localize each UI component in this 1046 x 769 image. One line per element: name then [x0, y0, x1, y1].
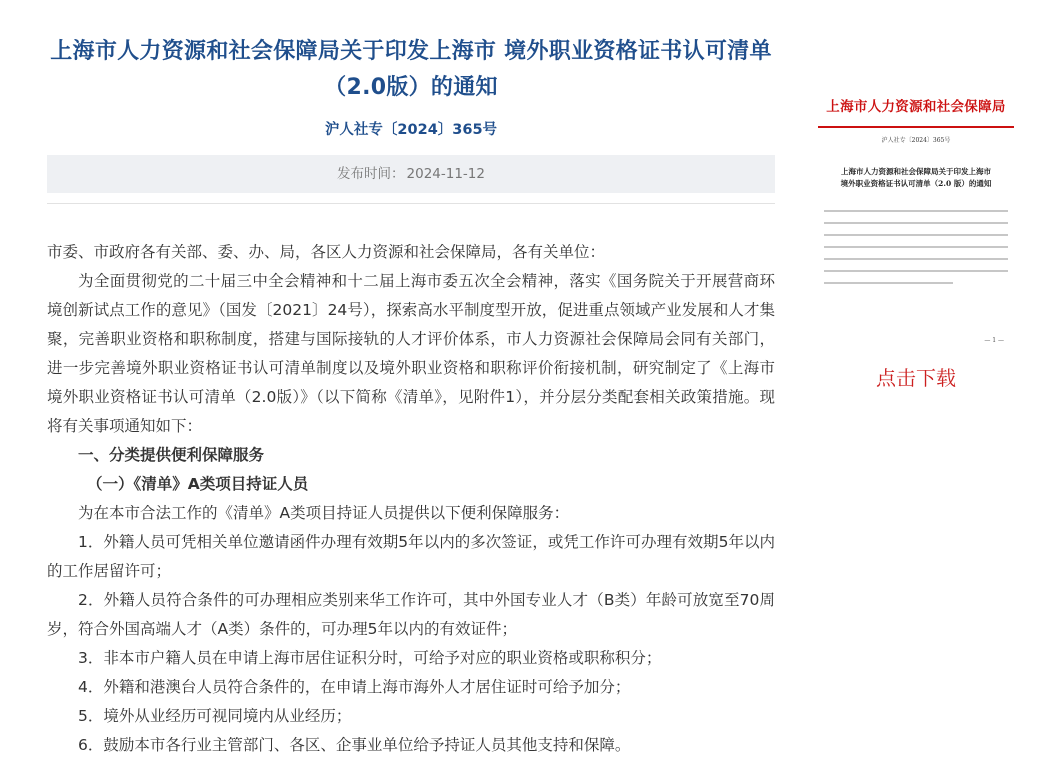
- thumbnail-text-line: [824, 246, 1008, 248]
- thumbnail-org-name: 上海市人力资源和社会保障局: [826, 99, 1006, 115]
- thumbnail-page-number: — 1 —: [984, 337, 1004, 344]
- list-item: 3．非本市户籍人员在申请上海市居住证积分时，可给予对应的职业资格或职称积分；: [78, 649, 662, 667]
- publish-date-label: 发布时间：: [337, 166, 405, 182]
- list-item: 4．外籍和港澳台人员符合条件的，在申请上海市海外人才居住证时可给予加分；: [78, 678, 631, 696]
- paragraph-intro: 为全面贯彻党的二十届三中全会精神和十二届上海市委五次全会精神，落实《国务院关于开展营商环境创新试点工作的意见》（国发〔2021〕24号），探索高水平制度型开放，促进重点领域产业发展和人才集聚，完善职业资格和职称制度，搭建与国际接轨的人才评价体系，市人力资源社会保障局会同有关部门，进一步完善境外职业资格证书认可清单制度以及境外职业资格和职称评价衔接机制，研究制定了《上海市境外职业资格证书认可清单（2.0版）》（以下简称《清单》，见附件1），并分层分类配套相关政策措施。现将有关事项通知如下：: [47, 272, 775, 435]
- salutation: 市委、市政府各有关部、委、办、局，各区人力资源和社会保障局，各有关单位：: [47, 243, 606, 261]
- thumbnail-text-line: [824, 270, 1008, 272]
- thumbnail-text-line: [824, 282, 953, 284]
- thumbnail-text-line: [824, 210, 1008, 212]
- thumbnail-doc-number: 沪人社专〔2024〕365号: [881, 137, 951, 144]
- article-body: [47, 238, 775, 760]
- thumbnail-text-line: [824, 222, 1008, 224]
- list-item: 1．外籍人员可凭相关单位邀请函件办理有效期5年以内的多次签证，或凭工作许可办理有效期5年以内的工作居留许可；: [47, 533, 775, 580]
- thumbnail-red-rule: [818, 126, 1014, 128]
- attachment-sidebar: [818, 80, 1014, 391]
- paragraph: 为在本市合法工作的《清单》A类项目持证人员提供以下便利保障服务：: [78, 504, 570, 522]
- article: [47, 34, 775, 760]
- thumbnail-text-line: [824, 234, 1008, 236]
- thumbnail-title-line: 上海市人力资源和社会保障局关于印发上海市: [841, 167, 991, 176]
- thumbnail-body-text: [818, 210, 1014, 284]
- list-item: 6．鼓励本市各行业主管部门、各区、企事业单位给予持证人员其他支持和保障。: [78, 736, 631, 754]
- divider: [47, 203, 775, 204]
- article-title: 上海市人力资源和社会保障局关于印发上海市 境外职业资格证书认可清单（2.0版）的通知: [50, 39, 772, 100]
- document-thumbnail[interactable]: [818, 80, 1014, 348]
- list-item: 2．外籍人员符合条件的可办理相应类别来华工作许可，其中外国专业人才（B类）年龄可放宽至70周岁，符合外国高端人才（A类）条件的，可办理5年以内的有效证件；: [47, 591, 775, 638]
- download-link[interactable]: 点击下载: [876, 366, 956, 390]
- publish-date-bar: [47, 155, 775, 193]
- thumbnail-title-line: 境外职业资格证书认可清单（2.0 版）的通知: [840, 179, 992, 188]
- thumbnail-title: [818, 166, 1014, 190]
- thumbnail-text-line: [824, 258, 1008, 260]
- list-item: 5．境外从业经历可视同境内从业经历；: [78, 707, 352, 725]
- section-heading-1: 一、分类提供便利保障服务: [78, 446, 265, 464]
- publish-date: 2024-11-12: [406, 166, 485, 182]
- subsection-heading-1: （一）《清单》A类项目持证人员: [87, 475, 309, 493]
- document-number: 沪人社专〔2024〕365号: [324, 122, 498, 138]
